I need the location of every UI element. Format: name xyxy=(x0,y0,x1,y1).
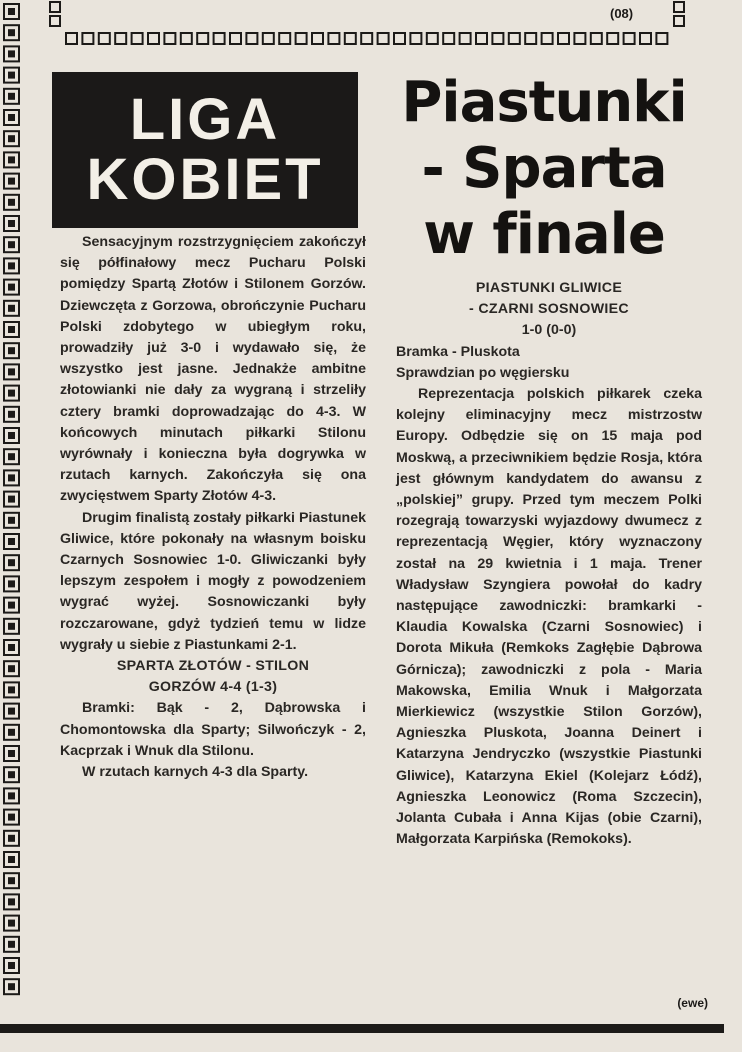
border-box xyxy=(132,33,143,44)
border-box xyxy=(164,33,175,44)
sub-headline: Sprawdzian po węgiersku xyxy=(396,364,570,381)
border-box xyxy=(607,33,618,44)
border-box xyxy=(312,33,323,44)
border-box-inner xyxy=(8,580,15,587)
border-box-inner xyxy=(8,517,15,524)
paragraph-semifinal-1: Sensacyjnym rozstrzygnięciem zakończył się półfinałowy mecz Pucharu Polski pomiędzy Spartą Złotów i Stilonem Gorzów. Dziewczęta z Gorzowa, obrończynie Pucharu Polski zdobytego w ubiegłym roku, prowadziły już 3-0 i wydawało się, że wszystko jest jasne. Jednakże ambitne złotowianki nie dały za wygraną i strzeliły cztery bramki doprowadzając do 4-3. W końcowych minutach piłkarki Stilonu wyrównały i konieczna była dogrywka w rzutach karnych. Zakończyła się ona zwycięstwem Sparty Złotów 4-3. xyxy=(60,234,366,505)
decorative-box-border-left xyxy=(0,0,30,1010)
border-box-inner xyxy=(8,93,15,100)
border-box xyxy=(263,33,274,44)
border-box-inner xyxy=(8,814,15,821)
border-box xyxy=(181,33,192,44)
border-box xyxy=(378,33,389,44)
border-box xyxy=(214,33,225,44)
border-box-inner xyxy=(8,686,15,693)
decorative-box-border-top xyxy=(48,0,688,50)
border-box xyxy=(624,33,635,44)
border-box xyxy=(230,33,241,44)
border-box-inner xyxy=(8,983,15,990)
border-box xyxy=(558,33,569,44)
border-box-inner xyxy=(8,262,15,269)
border-box-inner xyxy=(8,390,15,397)
border-box-inner xyxy=(8,8,15,15)
border-box xyxy=(476,33,487,44)
border-box xyxy=(115,33,126,44)
border-box-inner xyxy=(8,156,15,163)
page-number: (08) xyxy=(610,6,634,21)
banner-line-1: LIGA xyxy=(129,87,281,152)
border-box-inner xyxy=(8,114,15,121)
border-box xyxy=(574,33,585,44)
border-box xyxy=(99,33,110,44)
border-box-inner xyxy=(8,729,15,736)
border-box xyxy=(148,33,159,44)
border-box xyxy=(460,33,471,44)
border-box-inner xyxy=(8,750,15,757)
banner-line-2: KOBIET xyxy=(86,147,324,212)
border-box-inner xyxy=(8,496,15,503)
border-box xyxy=(394,33,405,44)
border-box-inner xyxy=(8,284,15,291)
border-box xyxy=(296,33,307,44)
border-box-inner xyxy=(8,792,15,799)
border-box-inner xyxy=(8,50,15,57)
border-box-inner xyxy=(8,72,15,79)
paragraph-national-team: Reprezentacja polskich piłkarek czeka kolejny eliminacyjny mecz mistrzostw Europy. Odbędzie się on 15 maja pod Moskwą, a przeciwnikiem będzie Rosja, która jest głównym kandydatem do awansu z „polskiej” grupy. Przed tym meczem Polki rozegrają towarzyski wyjazdowy dwumecz z reprezentacją Węgier, który wyznaczony został na 29 kwietnia i 1 maja. Trener Władysław Szyngiera powołał do kadry następujące zawodniczki: bramkarki - Klaudia Kowalska (Czarni Sosnowiec) i Dorota Mikuła (Remkoks Zagłębie Dąbrowa Górnicza); zawodniczki z pola - Maria Makowska, Emilia Wnuk i Małgorzata Mierkiewicz (wszystkie Stilon Gorzów), Agnieszka Pluskota, Joanna Deinert i Katarzyna Jendryczko (wszystkie Piastunki Gliwice), Katarzyna Ekiel (Kolejarz Łódź), Agnieszka Leonowicz (Roma Szczecin), Jolanta Cubała i Anna Kijas (obie Czarni), Małgorzata Karpińska (Remokoks). xyxy=(396,386,702,848)
border-box xyxy=(525,33,536,44)
border-box xyxy=(82,33,93,44)
border-box xyxy=(361,33,372,44)
headline-line-3: w finale xyxy=(423,202,665,267)
border-box-inner xyxy=(8,962,15,969)
border-box-inner xyxy=(8,411,15,418)
border-box xyxy=(328,33,339,44)
article-headline xyxy=(384,70,704,268)
result-heading-line-1: SPARTA ZŁOTÓW - STILON xyxy=(116,658,310,675)
border-box xyxy=(656,33,667,44)
goal-scorer: Bramka - Pluskota xyxy=(396,343,520,360)
border-box-inner xyxy=(8,835,15,842)
border-box xyxy=(542,33,553,44)
border-box xyxy=(492,33,503,44)
border-box xyxy=(279,33,290,44)
border-box xyxy=(640,33,651,44)
border-box-inner xyxy=(8,877,15,884)
border-box-inner xyxy=(8,771,15,778)
border-box xyxy=(246,33,257,44)
border-box xyxy=(410,33,421,44)
section-banner xyxy=(52,72,358,228)
border-box-inner xyxy=(8,920,15,927)
border-box-inner xyxy=(8,941,15,948)
penalty-result: W rzutach karnych 4-3 dla Sparty. xyxy=(82,764,309,781)
border-box-inner xyxy=(8,241,15,248)
border-box-inner xyxy=(8,305,15,312)
border-box xyxy=(197,33,208,44)
author-signature: (ewe) xyxy=(677,996,708,1010)
border-box xyxy=(345,33,356,44)
border-box-inner xyxy=(8,665,15,672)
border-box-inner xyxy=(8,856,15,863)
border-box-inner xyxy=(8,708,15,715)
border-box-inner xyxy=(8,135,15,142)
border-box xyxy=(427,33,438,44)
border-box-inner xyxy=(8,29,15,36)
paragraph-semifinal-2: Drugim finalistą zostały piłkarki Piastunek Gliwice, które pokonały na własnym boisku Czarnych Sosnowiec 1-0. Gliwiczanki były lepszym zespołem i mogły z powodzeniem wygrać wyżej. Sosnowiczanki były rozczarowane, gdyż tydzień temu w lidze wygrały u siebie z Piastunkami 2-1. xyxy=(60,509,366,653)
match-score: 1-0 (0-0) xyxy=(521,322,577,339)
right-article-column xyxy=(396,278,702,850)
border-box-inner xyxy=(8,474,15,481)
headline-line-2: - Sparta xyxy=(421,136,667,201)
result-heading-line-2: - CZARNI SOSNOWIEC xyxy=(469,301,629,318)
left-article-column xyxy=(60,232,366,783)
result-heading-line-1: PIASTUNKI GLIWICE xyxy=(475,280,623,296)
border-box-inner xyxy=(8,559,15,566)
headline-line-1: Piastunki xyxy=(401,70,687,135)
border-box-inner xyxy=(8,368,15,375)
border-box xyxy=(66,33,77,44)
border-box-inner xyxy=(8,623,15,630)
border-box-inner xyxy=(8,898,15,905)
border-box xyxy=(443,33,454,44)
border-box xyxy=(509,33,520,44)
border-box-inner xyxy=(8,602,15,609)
border-box-inner xyxy=(8,199,15,206)
border-box-inner xyxy=(8,326,15,333)
border-box xyxy=(591,33,602,44)
border-box-inner xyxy=(8,220,15,227)
border-box-inner xyxy=(8,347,15,354)
border-box-inner xyxy=(8,432,15,439)
border-box-inner xyxy=(8,644,15,651)
result-heading-line-2: GORZÓW 4-4 (1-3) xyxy=(148,679,278,696)
goal-scorers: Bramki: Bąk - 2, Dąbrowska i Chomontowska dla Sparty; Silwończyk - 2, Kacprzak i Wnuk dla Stilonu. xyxy=(60,700,366,759)
bottom-rule xyxy=(0,1024,724,1033)
border-box-inner xyxy=(8,178,15,185)
border-box-inner xyxy=(8,538,15,545)
border-box-inner xyxy=(8,453,15,460)
